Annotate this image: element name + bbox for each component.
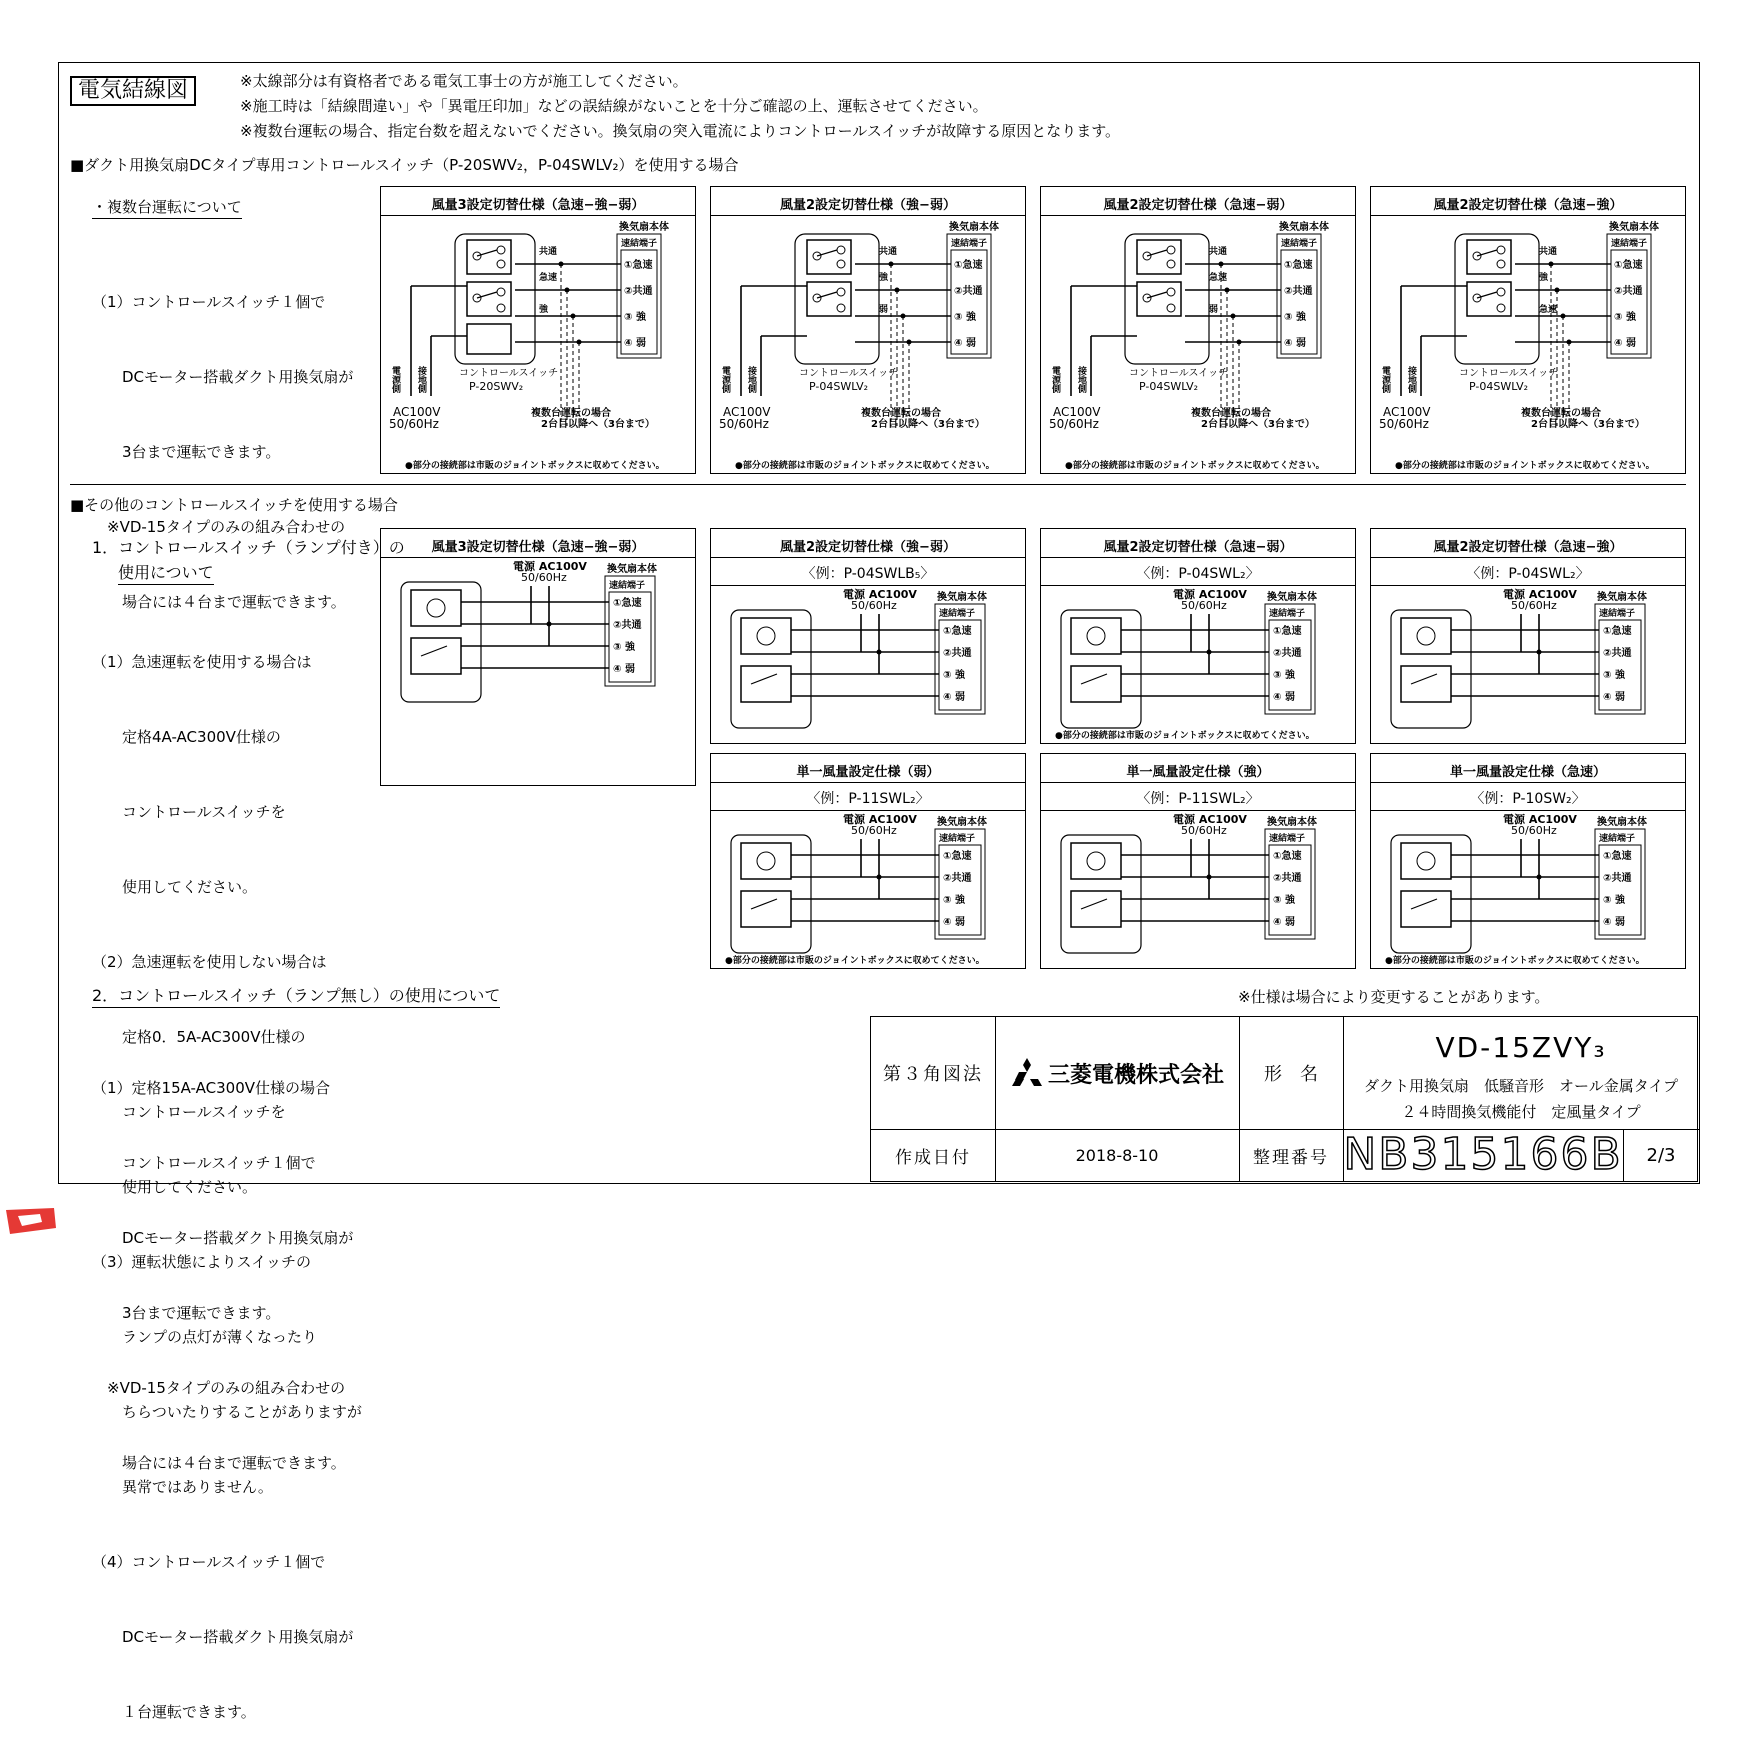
model-desc-2: ２４時間換気機能付 定風量タイプ bbox=[1401, 1103, 1641, 1121]
panel-title: 単一風量設定仕様（急速） bbox=[1449, 765, 1606, 780]
diagram-text: ②共通 bbox=[613, 620, 642, 631]
panel-footnote: ●部分の接続部は市販のジョイントボックスに収めてください。 bbox=[1055, 731, 1315, 741]
item2-title: 2．コントロールスイッチ（ランプ無し）の使用について bbox=[92, 988, 500, 1008]
diagram-text: 電源 AC100V bbox=[1173, 813, 1247, 826]
section1-line: 3台まで運転できます。 bbox=[92, 443, 281, 461]
section-divider bbox=[70, 484, 1686, 485]
model-cell bbox=[1343, 1017, 1699, 1130]
diagram-text: ④ 弱 bbox=[613, 664, 635, 675]
diagram-text: 速結端子 bbox=[1269, 609, 1306, 619]
item2-line: （1）定格15A-AC300V仕様の場合 bbox=[92, 1079, 331, 1097]
projection-label: 第３角図法 bbox=[883, 1064, 983, 1085]
diagram-text: ②共通 bbox=[1273, 648, 1302, 659]
vertical-label: 電源側 bbox=[720, 366, 730, 393]
panel-title: 風量2設定切替仕様（急速−強） bbox=[1433, 198, 1623, 213]
item2-line: ※VD-15タイプのみの組み合わせの bbox=[92, 1379, 346, 1397]
section1-heading: ■ダクト用換気扇DCタイプ専用コントロールスイッチ（P-20SWV₂，P-04SWLV₂）を使用する場合 bbox=[70, 156, 739, 174]
item1-line: 使用してください。 bbox=[92, 1178, 258, 1196]
item1-line: ランプの点灯が薄くなったり bbox=[92, 1328, 318, 1346]
vertical-label: 接地側 bbox=[1076, 366, 1086, 393]
spec-note: ※仕様は場合により変更することがあります。 bbox=[1238, 988, 1550, 1006]
diagram-text: ②共通 bbox=[1603, 873, 1632, 884]
diagram-text: 50/60Hz bbox=[389, 417, 439, 431]
wiring-diagram bbox=[1041, 586, 1355, 744]
diagram-text: 速結端子 bbox=[1599, 834, 1636, 844]
date-label: 作成日付 bbox=[895, 1147, 971, 1168]
model-number: VD-15ZVY₃ bbox=[1435, 1031, 1607, 1064]
projection-cell bbox=[871, 1017, 996, 1130]
diagram-text: AC100V bbox=[723, 405, 771, 419]
diagram-text: 50/60Hz bbox=[1511, 824, 1557, 837]
diagram-text: ③ 強 bbox=[943, 670, 965, 681]
diagram-text: ③ 強 bbox=[1273, 670, 1295, 681]
s1-panel bbox=[710, 186, 1026, 474]
diagram-text: 2台目以降へ（3台まで） bbox=[1531, 419, 1645, 430]
diagram-text: 換気扇本体 bbox=[949, 222, 999, 233]
wiring-diagram bbox=[1371, 216, 1685, 474]
item1-title-b: 使用について bbox=[118, 565, 214, 585]
diagram-text: コントロールスイッチ bbox=[459, 368, 559, 379]
item1-line: ちらついたりすることがありますが bbox=[92, 1403, 362, 1421]
diagram-text: 速結端子 bbox=[1269, 834, 1306, 844]
diagram-text: AC100V bbox=[393, 405, 441, 419]
item2-line: 場合には４台まで運転できます。 bbox=[92, 1454, 346, 1472]
vertical-label: 接地側 bbox=[416, 366, 426, 393]
diagram-text: ①急速 bbox=[943, 851, 972, 862]
s1-panel bbox=[1370, 186, 1686, 474]
diagram-text: 50/60Hz bbox=[1181, 599, 1227, 612]
diagram-text: ②共通 bbox=[624, 286, 653, 297]
diagram-text: 換気扇本体 bbox=[937, 592, 987, 603]
diagram-text: 2台目以降へ（3台まで） bbox=[1201, 419, 1315, 430]
vertical-label: 電源側 bbox=[390, 366, 400, 393]
diagram-text: 速結端子 bbox=[1611, 239, 1648, 249]
vertical-label: 接地側 bbox=[746, 366, 756, 393]
diagram-text: ①急速 bbox=[1603, 851, 1632, 862]
header-note-3: ※複数台運転の場合、指定台数を超えないでください。換気扇の突入電流によりコントロールスイッチが故障する原因となります。 bbox=[240, 122, 1121, 140]
s1-panel bbox=[1040, 186, 1356, 474]
diagram-text: ③ 強 bbox=[954, 312, 976, 323]
diagram-text: ①急速 bbox=[613, 598, 642, 609]
date-cell bbox=[995, 1129, 1240, 1181]
s2-panel bbox=[710, 528, 1026, 744]
section1-line: （1）コントロールスイッチ１個で bbox=[92, 293, 326, 311]
diagram-text: 換気扇本体 bbox=[607, 564, 657, 575]
diagram-text: 弱 bbox=[879, 305, 889, 315]
section1-line: ※VD-15タイプのみの組み合わせの bbox=[92, 518, 346, 536]
diagram-text: P-20SWV₂ bbox=[469, 380, 524, 393]
item1-line: （4）コントロールスイッチ１個で bbox=[92, 1553, 326, 1571]
diagram-text: ④ 弱 bbox=[1273, 917, 1295, 928]
document-number: NB315166B bbox=[1343, 1129, 1623, 1180]
company-name: 三菱電機株式会社 bbox=[1047, 1062, 1224, 1088]
diagram-text: ②共通 bbox=[954, 286, 983, 297]
diagram-text: ③ 強 bbox=[1603, 670, 1625, 681]
wiring-diagram bbox=[381, 216, 695, 474]
diagram-text: 強 bbox=[1539, 273, 1549, 283]
panel-title: 風量2設定切替仕様（急速−弱） bbox=[1103, 198, 1293, 213]
diagram-text: 50/60Hz bbox=[851, 824, 897, 837]
item2-line: 3台まで運転できます。 bbox=[92, 1304, 281, 1322]
vertical-label: 接地側 bbox=[1406, 366, 1416, 393]
panel-title: 風量2設定切替仕様（強−弱） bbox=[780, 198, 956, 213]
item1-line: コントロールスイッチを bbox=[92, 1103, 286, 1121]
wiring-diagram bbox=[711, 216, 1025, 474]
diagram-text: 共通 bbox=[539, 247, 558, 257]
diagram-text: 急速 bbox=[539, 273, 558, 283]
diagram-text: 換気扇本体 bbox=[1267, 817, 1317, 828]
item1-title-a: 1．コントロールスイッチ（ランプ付き）の bbox=[92, 538, 405, 557]
panel-title: 単一風量設定仕様（弱） bbox=[796, 765, 940, 780]
wiring-diagram bbox=[1371, 586, 1685, 744]
diagram-text: 共通 bbox=[1209, 247, 1228, 257]
model-label: 形 名 bbox=[1264, 1064, 1318, 1085]
diagram-text: ③ 強 bbox=[1603, 895, 1625, 906]
panel-example: 〈例：P-10SW₂〉 bbox=[1470, 791, 1586, 807]
item1-line: 定格4A-AC300V仕様の bbox=[92, 728, 281, 746]
diagram-text: 強 bbox=[539, 305, 549, 315]
vertical-label: 電源側 bbox=[1050, 366, 1060, 393]
diagram-text: 速結端子 bbox=[1599, 609, 1636, 619]
diagram-text: 換気扇本体 bbox=[1279, 222, 1329, 233]
s2-panel bbox=[1040, 528, 1356, 744]
panel-title: 風量2設定切替仕様（急速−弱） bbox=[1103, 540, 1293, 555]
diagram-text: 電源 AC100V bbox=[843, 588, 917, 601]
diagram-text: コントロールスイッチ bbox=[1459, 368, 1559, 379]
section1-line: DCモーター搭載ダクト用換気扇が bbox=[92, 368, 354, 386]
section2-heading: ■その他のコントロールスイッチを使用する場合 bbox=[70, 496, 398, 514]
item2-line: コントロールスイッチ１個で bbox=[92, 1154, 316, 1172]
section1-sub-heading: ・複数台運転について bbox=[92, 200, 242, 219]
diagram-text: 2台目以降へ（3台まで） bbox=[541, 419, 655, 430]
company-cell bbox=[995, 1017, 1240, 1130]
diagram-text: 速結端子 bbox=[621, 239, 658, 249]
item2-line: DCモーター搭載ダクト用換気扇が bbox=[92, 1229, 354, 1247]
diagram-text: ①急速 bbox=[1603, 626, 1632, 637]
number-label: 整理番号 bbox=[1253, 1147, 1329, 1168]
number-cell bbox=[1343, 1129, 1624, 1181]
diagram-text: AC100V bbox=[1053, 405, 1101, 419]
corner-stamp-icon bbox=[4, 1206, 58, 1236]
panel-title: 風量2設定切替仕様（強−弱） bbox=[780, 540, 956, 555]
diagram-text: 複数台運転の場合 bbox=[1521, 408, 1601, 419]
diagram-text: P-04SWLV₂ bbox=[809, 380, 869, 393]
diagram-text: ④ 弱 bbox=[943, 917, 965, 928]
diagram-text: 換気扇本体 bbox=[937, 817, 987, 828]
page-number: 2/3 bbox=[1646, 1144, 1676, 1166]
model-label-cell bbox=[1239, 1017, 1344, 1130]
diagram-text: ②共通 bbox=[1603, 648, 1632, 659]
panel-footnote: ●部分の接続部は市販のジョイントボックスに収めてください。 bbox=[1385, 956, 1645, 966]
diagram-text: 速結端子 bbox=[951, 239, 988, 249]
s2-panel bbox=[710, 753, 1026, 969]
diagram-text: ②共通 bbox=[943, 648, 972, 659]
diagram-text: 複数台運転の場合 bbox=[1191, 408, 1271, 419]
diagram-text: 速結端子 bbox=[939, 834, 976, 844]
diagram-text: P-04SWLV₂ bbox=[1139, 380, 1199, 393]
diagram-text: 速結端子 bbox=[1281, 239, 1318, 249]
diagram-text: 換気扇本体 bbox=[1597, 817, 1647, 828]
item1-line: DCモーター搭載ダクト用換気扇が bbox=[92, 1628, 354, 1646]
mitsubishi-logo-icon bbox=[1010, 1058, 1044, 1088]
panel-footnote: ●部分の接続部は市販のジョイントボックスに収めてください。 bbox=[725, 956, 985, 966]
diagram-text: ④ 弱 bbox=[954, 338, 976, 349]
diagram-text: ③ 強 bbox=[1284, 312, 1306, 323]
s2-panel bbox=[1040, 753, 1356, 969]
diagram-text: コントロールスイッチ bbox=[1129, 368, 1229, 379]
diagram-text: AC100V bbox=[1383, 405, 1431, 419]
diagram-text: 電源 AC100V bbox=[513, 560, 587, 573]
diagram-text: ④ 弱 bbox=[1614, 338, 1636, 349]
item1-line: １台運転できます。 bbox=[92, 1703, 256, 1721]
s2-panel bbox=[1370, 753, 1686, 969]
wiring-diagram bbox=[381, 558, 695, 786]
item2-text bbox=[92, 1026, 353, 1501]
item1-line: （1）急速運転を使用する場合は bbox=[92, 653, 312, 671]
diagram-text: ①急速 bbox=[624, 260, 653, 271]
diagram-text: ①急速 bbox=[1273, 851, 1302, 862]
header-note-2: ※施工時は「結線間違い」や「異電圧印加」などの誤結線がないことを十分ご確認の上、運転させてください。 bbox=[240, 97, 988, 115]
diagram-text: ①急速 bbox=[954, 260, 983, 271]
diagram-text: ④ 弱 bbox=[624, 338, 646, 349]
diagram-text: ①急速 bbox=[1284, 260, 1313, 271]
diagram-text: 2台目以降へ（3台まで） bbox=[871, 419, 985, 430]
diagram-text: ④ 弱 bbox=[1603, 917, 1625, 928]
creation-date: 2018-8-10 bbox=[1075, 1145, 1159, 1165]
diagram-text: 50/60Hz bbox=[521, 571, 567, 584]
number-label-cell bbox=[1239, 1129, 1344, 1181]
diagram-text: 弱 bbox=[1209, 305, 1219, 315]
wiring-diagram bbox=[1041, 811, 1355, 969]
diagram-text: 50/60Hz bbox=[851, 599, 897, 612]
diagram-text: 50/60Hz bbox=[1049, 417, 1099, 431]
title-block bbox=[870, 1016, 1698, 1182]
diagram-text: ●部分の接続部は市販のジョイントボックスに収めてください。 bbox=[735, 461, 995, 471]
panel-example: 〈例：P-11SWL₂〉 bbox=[806, 791, 930, 807]
panel-example: 〈例：P-11SWL₂〉 bbox=[1136, 791, 1260, 807]
diagram-text: 速結端子 bbox=[939, 609, 976, 619]
diagram-text: ●部分の接続部は市販のジョイントボックスに収めてください。 bbox=[1395, 461, 1655, 471]
diagram-text: 換気扇本体 bbox=[619, 222, 669, 233]
diagram-text: 50/60Hz bbox=[1379, 417, 1429, 431]
diagram-text: 電源 AC100V bbox=[843, 813, 917, 826]
item1-line: 使用してください。 bbox=[92, 878, 258, 896]
panel-example: 〈例：P-04SWLB₅〉 bbox=[801, 566, 935, 582]
item1-line: （2）急速運転を使用しない場合は bbox=[92, 953, 327, 971]
diagram-text: ①急速 bbox=[1273, 626, 1302, 637]
panel-title: 風量3設定切替仕様（急速−強−弱） bbox=[431, 198, 645, 213]
diagram-text: ④ 弱 bbox=[1603, 692, 1625, 703]
wiring-diagram bbox=[1371, 811, 1685, 969]
diagram-text: 共通 bbox=[1539, 247, 1558, 257]
model-desc-1: ダクト用換気扇 低騒音形 オール金属タイプ bbox=[1364, 1077, 1678, 1095]
diagram-text: ③ 強 bbox=[1614, 312, 1636, 323]
page-cell bbox=[1623, 1129, 1699, 1181]
diagram-text: ④ 弱 bbox=[1273, 692, 1295, 703]
panel-title: 単一風量設定仕様（強） bbox=[1126, 765, 1270, 780]
panel-title: 風量3設定切替仕様（急速−強−弱） bbox=[431, 540, 645, 555]
diagram-text: ③ 強 bbox=[624, 312, 646, 323]
diagram-text: 急速 bbox=[1209, 273, 1228, 283]
diagram-text: ①急速 bbox=[943, 626, 972, 637]
diagram-text: 強 bbox=[879, 273, 889, 283]
item1-line: （3）運転状態によりスイッチの bbox=[92, 1253, 311, 1271]
diagram-text: ③ 強 bbox=[943, 895, 965, 906]
diagram-text: ●部分の接続部は市販のジョイントボックスに収めてください。 bbox=[405, 461, 665, 471]
diagram-text: 50/60Hz bbox=[719, 417, 769, 431]
diagram-text: ③ 強 bbox=[613, 642, 635, 653]
diagram-text: 速結端子 bbox=[609, 581, 646, 591]
diagram-text: 電源 AC100V bbox=[1503, 813, 1577, 826]
item1-line: 定格0．5A-AC300V仕様の bbox=[92, 1028, 306, 1046]
diagram-text: ②共通 bbox=[1614, 286, 1643, 297]
diagram-text: 電源 AC100V bbox=[1173, 588, 1247, 601]
diagram-text: ①急速 bbox=[1614, 260, 1643, 271]
diagram-text: 電源 AC100V bbox=[1503, 588, 1577, 601]
vertical-label: 電源側 bbox=[1380, 366, 1390, 393]
diagram-text: ②共通 bbox=[1273, 873, 1302, 884]
date-label-cell bbox=[871, 1129, 996, 1181]
s2-panel bbox=[1370, 528, 1686, 744]
diagram-title-box: 電気結線図 bbox=[70, 76, 196, 106]
s2-panel bbox=[380, 528, 696, 786]
diagram-text: ●部分の接続部は市販のジョイントボックスに収めてください。 bbox=[1065, 461, 1325, 471]
diagram-text: ②共通 bbox=[943, 873, 972, 884]
diagram-text: 50/60Hz bbox=[1511, 599, 1557, 612]
diagram-text: 換気扇本体 bbox=[1609, 222, 1659, 233]
diagram-text: 50/60Hz bbox=[1181, 824, 1227, 837]
diagram-text: コントロールスイッチ bbox=[799, 368, 899, 379]
section1-line: 場合には４台まで運転できます。 bbox=[92, 593, 346, 611]
panel-example: 〈例：P-04SWL₂〉 bbox=[1466, 566, 1590, 582]
wiring-diagram bbox=[1041, 216, 1355, 474]
wiring-diagram bbox=[711, 811, 1025, 969]
diagram-text: 換気扇本体 bbox=[1597, 592, 1647, 603]
s1-panel bbox=[380, 186, 696, 474]
diagram-text: P-04SWLV₂ bbox=[1469, 380, 1529, 393]
diagram-text: 複数台運転の場合 bbox=[861, 408, 941, 419]
item1-line: 異常ではありません。 bbox=[92, 1478, 273, 1496]
diagram-text: 共通 bbox=[879, 247, 898, 257]
diagram-text: 換気扇本体 bbox=[1267, 592, 1317, 603]
diagram-text: ②共通 bbox=[1284, 286, 1313, 297]
diagram-text: 複数台運転の場合 bbox=[531, 408, 611, 419]
panel-example: 〈例：P-04SWL₂〉 bbox=[1136, 566, 1260, 582]
panel-title: 風量2設定切替仕様（急速−強） bbox=[1433, 540, 1623, 555]
header-note-1: ※太線部分は有資格者である電気工事士の方が施工してください。 bbox=[240, 72, 688, 90]
diagram-text: ③ 強 bbox=[1273, 895, 1295, 906]
diagram-text: 急速 bbox=[1539, 305, 1558, 315]
wiring-diagram bbox=[711, 586, 1025, 744]
item1-line: コントロールスイッチを bbox=[92, 803, 286, 821]
diagram-text: ④ 弱 bbox=[1284, 338, 1306, 349]
diagram-text: ④ 弱 bbox=[943, 692, 965, 703]
